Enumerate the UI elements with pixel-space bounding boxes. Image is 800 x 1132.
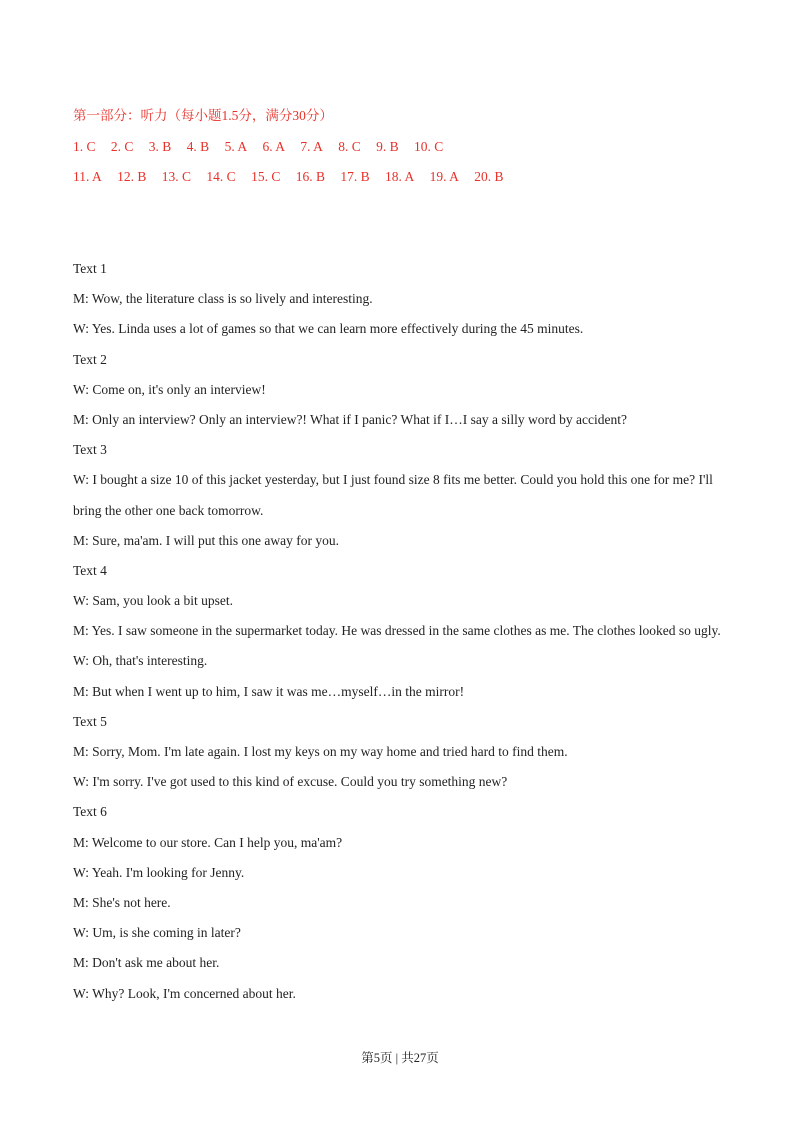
section-title: 第一部分：听力（每小题1.5分，满分30分） xyxy=(73,108,333,123)
answer-item: 13. C xyxy=(161,169,192,184)
answer-item: 14. C xyxy=(206,169,236,184)
dialog-line: W: Why? Look, I'm concerned about her. xyxy=(73,985,296,1001)
answer-item: 16. B xyxy=(295,169,325,184)
dialog-line: M: Don't ask me about her. xyxy=(73,955,220,971)
answer-item: 4. B xyxy=(186,138,210,154)
answer-key xyxy=(73,106,753,198)
dialog-line: W: Yes. Linda uses a lot of games so that we can learn more effectively during the 45 minutes. xyxy=(73,321,584,337)
answer-item: 6. A xyxy=(262,138,285,154)
page-number: 第5页 | 共27页 xyxy=(361,1051,439,1065)
dialog-line: W: Come on, it's only an interview! xyxy=(73,381,266,397)
dialog-line: M: Yes. I saw someone in the supermarket today. He was dressed in the same clothes as me. The clothes looked so ugly. xyxy=(73,623,721,639)
text-heading: Text 1 xyxy=(73,261,107,276)
dialog-line: W: Um, is she coming in later? xyxy=(73,925,241,941)
dialog-line: M: She's not here. xyxy=(73,894,171,910)
dialog-line: M: Only an interview? Only an interview?! What if I panic? What if I…I say a silly word by accident? xyxy=(73,411,627,427)
answer-item: 5. A xyxy=(224,138,248,154)
answer-item: 15. C xyxy=(251,169,281,184)
dialog-line: M: Sure, ma'am. I will put this one away for you. xyxy=(73,532,340,548)
dialog-line: W: I'm sorry. I've got used to this kind of excuse. Could you try something new? xyxy=(73,774,508,790)
text-heading: Text 4 xyxy=(73,562,107,578)
answer-item: 11. A xyxy=(73,169,102,184)
text-heading: Text 5 xyxy=(73,713,107,729)
text-heading: Text 2 xyxy=(73,351,107,367)
answer-item: 12. B xyxy=(117,169,147,184)
answer-item: 1. C xyxy=(73,138,96,154)
answer-item: 3. B xyxy=(148,138,172,154)
dialog-line: M: Sorry, Mom. I'm late again. I lost my keys on my way home and tried hard to find them. xyxy=(73,744,568,760)
answer-row-1 xyxy=(73,137,753,168)
answer-row-2 xyxy=(73,167,753,198)
answer-item: 2. C xyxy=(110,138,134,154)
dialog-line: W: I bought a size 10 of this jacket yesterday, but I just found size 8 fits me better. Could you hold this one for me? I'll bring the other one back tomorrow. xyxy=(73,472,713,518)
dialog-line: M: But when I went up to him, I saw it was me…myself…in the mirror! xyxy=(73,683,465,699)
answer-item: 18. A xyxy=(384,169,415,184)
answer-item: 9. B xyxy=(376,138,399,154)
answer-item: 10. C xyxy=(414,138,444,154)
dialog-line: W: Sam, you look a bit upset. xyxy=(73,593,233,609)
answer-item: 17. B xyxy=(340,169,370,184)
text-heading: Text 3 xyxy=(73,442,107,458)
dialog-line: W: Oh, that's interesting. xyxy=(73,653,208,669)
dialog-line: M: Welcome to our store. Can I help you, ma'am? xyxy=(73,834,343,850)
answer-item: 19. A xyxy=(429,169,459,184)
answer-item: 7. A xyxy=(300,138,323,154)
answer-item: 8. C xyxy=(338,138,361,154)
answer-item: 20. B xyxy=(474,169,504,184)
dialog-line: W: Yeah. I'm looking for Jenny. xyxy=(73,864,245,880)
text-heading: Text 6 xyxy=(73,804,107,820)
listening-transcript xyxy=(73,259,733,1014)
dialog-line: M: Wow, the literature class is so lively and interesting. xyxy=(73,291,373,307)
